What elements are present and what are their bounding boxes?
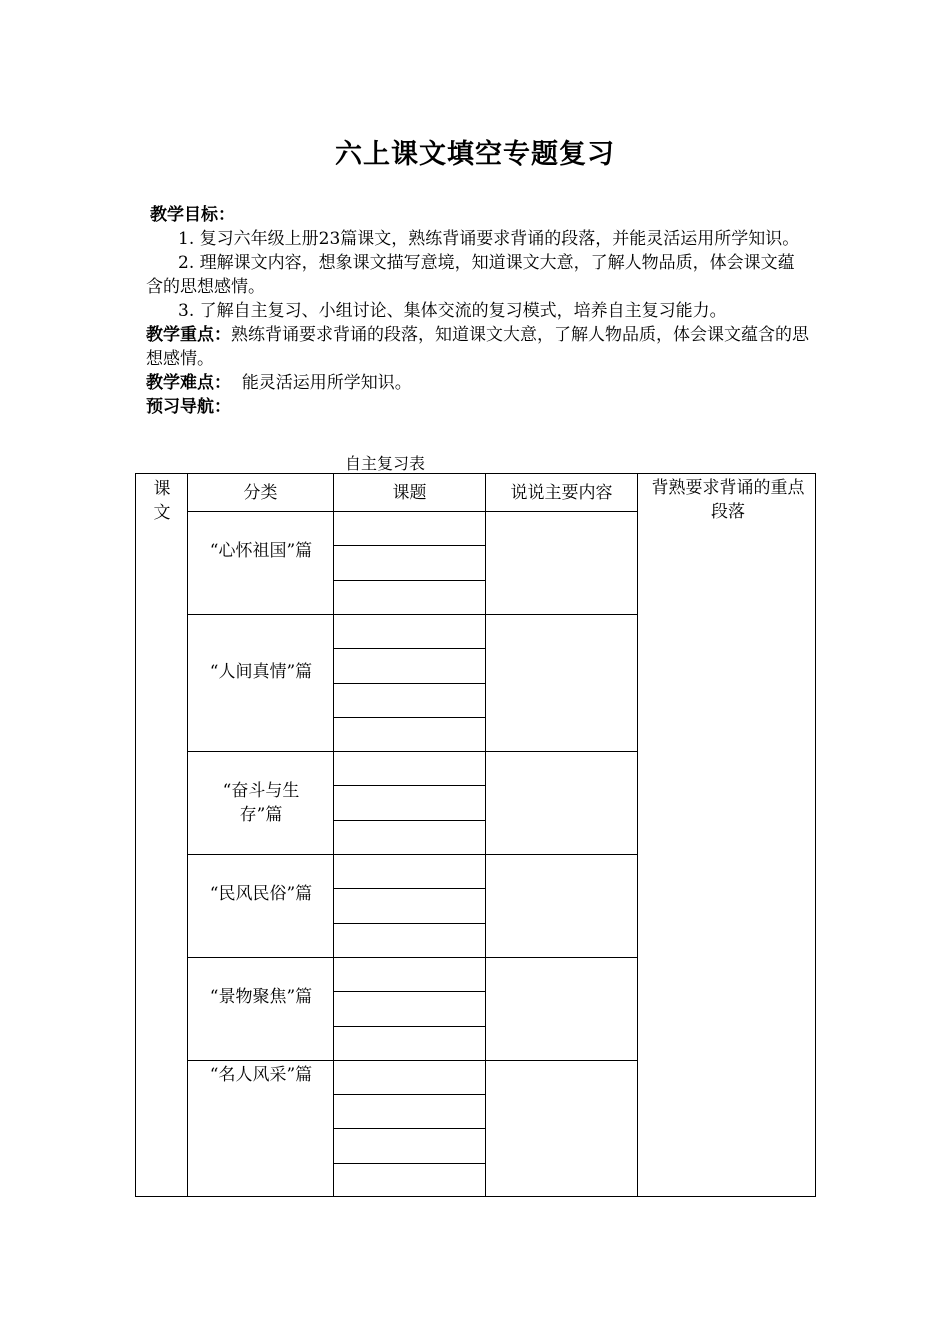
group-label-scenery: “景物聚焦”篇 — [209, 987, 313, 1007]
table-border — [136, 474, 816, 1197]
objective-item-2: 2. 理解课文内容，想象课文描写意境，知道课文大意，了解人物品质，体会课文蕴含的思想感情。 — [146, 253, 795, 297]
header-main-content: 说说主要内容 — [510, 483, 613, 503]
group-label-celebrities: “名人风采”篇 — [209, 1065, 313, 1085]
difficulty-text: 能灵活运用所学知识。 — [241, 373, 412, 393]
header-lesson-title: 课题 — [392, 483, 427, 503]
header-recite-paragraphs: 背熟要求背诵的重点段落 — [651, 478, 805, 522]
key-point-text: 熟练背诵要求背诵的段落，知道课文大意，了解人物品质，体会课文蕴含的思想感情。 — [146, 325, 809, 369]
header-category: 分类 — [243, 483, 278, 503]
preview-label: 预习导航： — [146, 397, 231, 417]
objective-item-1: 1. 复习六年级上册23篇课文，熟练背诵要求背诵的段落，并能灵活运用所学知识。 — [178, 229, 800, 249]
page-title: 六上课文填空专题复习 — [335, 139, 615, 170]
objective-item-3: 3. 了解自主复习、小组讨论、集体交流的复习模式，培养自主复习能力。 — [178, 301, 727, 321]
key-point-label: 教学重点： — [146, 325, 231, 345]
header-kewen: 课文 — [153, 479, 171, 523]
group-label-affection: “人间真情”篇 — [209, 662, 313, 682]
group-label-customs: “民风民俗”篇 — [209, 884, 313, 904]
group-label-homeland: “心怀祖国”篇 — [209, 541, 313, 561]
objectives-heading: 教学目标： — [150, 205, 235, 225]
difficulty-label: 教学难点： — [146, 373, 231, 393]
group-label-struggle: “奋斗与生存”篇 — [222, 781, 300, 825]
table-caption: 自主复习表 — [345, 454, 426, 473]
